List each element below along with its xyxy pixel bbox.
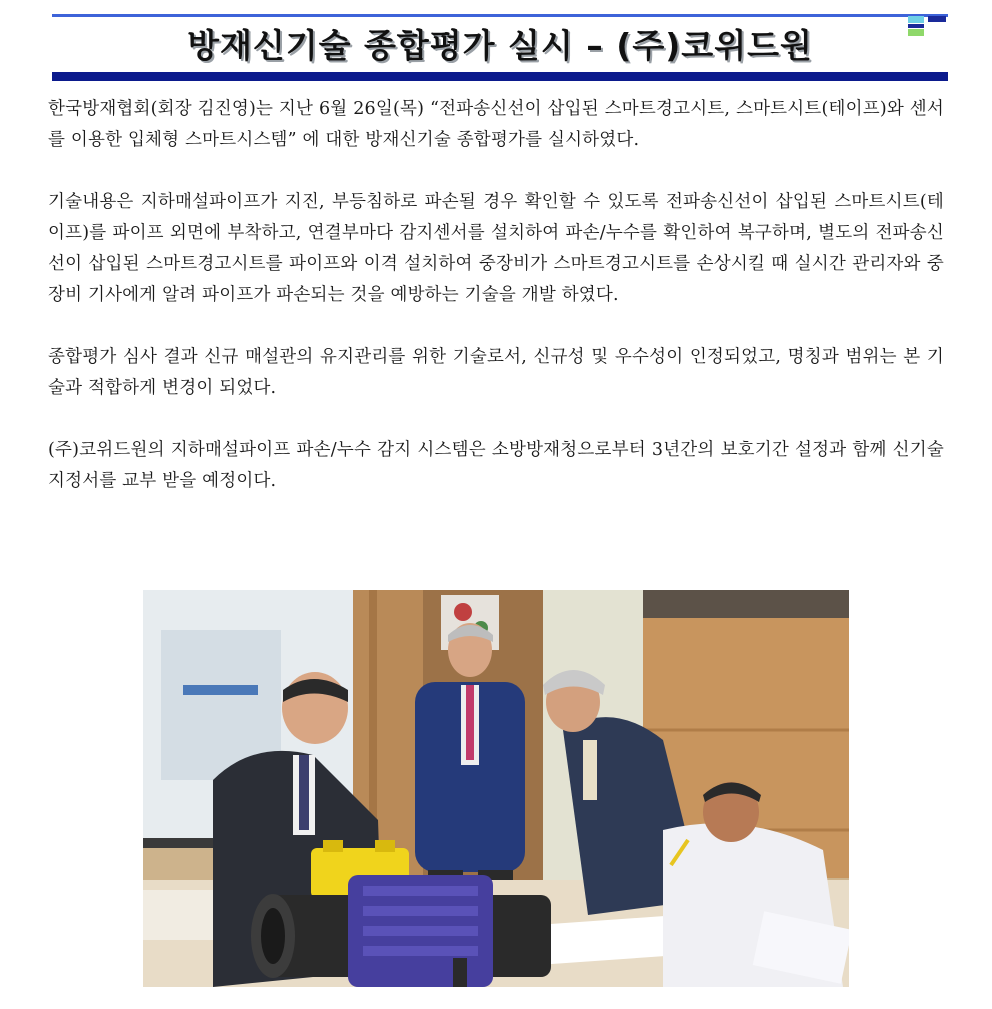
article-paragraph: 한국방재협회(회장 김진영)는 지난 6월 26일(목) “전파송신선이 삽입된 스마트경고시트, 스마트시트(테이프)와 센서를 이용한 입체형 스마트시스템” 에 대한 방재신기술 종합평가를 실시하였다. <box>48 99 944 150</box>
event-photo-illustration <box>143 590 849 987</box>
article-paragraph: (주)코위드원의 지하매설파이프 파손/누수 감지 시스템은 소방방재청으로부터 3년간의 보호기간 설정과 함께 신기술 지정서를 교부 받을 예정이다. <box>48 440 944 491</box>
event-photo <box>143 590 849 987</box>
article-body <box>48 94 944 528</box>
article-paragraph: 종합평가 심사 결과 신규 매설관의 유지관리를 위한 기술로서, 신규성 및 우수성이 인정되었고, 명칭과 범위는 본 기술과 적합하게 변경이 되었다. <box>48 347 944 398</box>
header-bottom-rule <box>52 72 948 81</box>
header-top-rule <box>52 14 948 17</box>
page-title: 방재신기술 종합평가 실시 – (주)코위드원 <box>187 26 813 65</box>
article-paragraph: 기술내용은 지하매설파이프가 지진, 부등침하로 파손될 경우 확인할 수 있도록 전파송신선이 삽입된 스마트시트(테이프)를 파이프 외면에 부착하고, 연결부마다 감지센서를 설치하여 파손/누수를 확인하여 복구하며, 별도의 전파송신선이 삽입된 스마트경고시트를 파이프와 이격 설치하여 중장비가 스마트경고시트를 손상시킬 때 실시간 관리자와 중장비 기사에게 알려 파이프가 파손되는 것을 예방하는 기술을 개발 하였다. <box>48 192 944 305</box>
